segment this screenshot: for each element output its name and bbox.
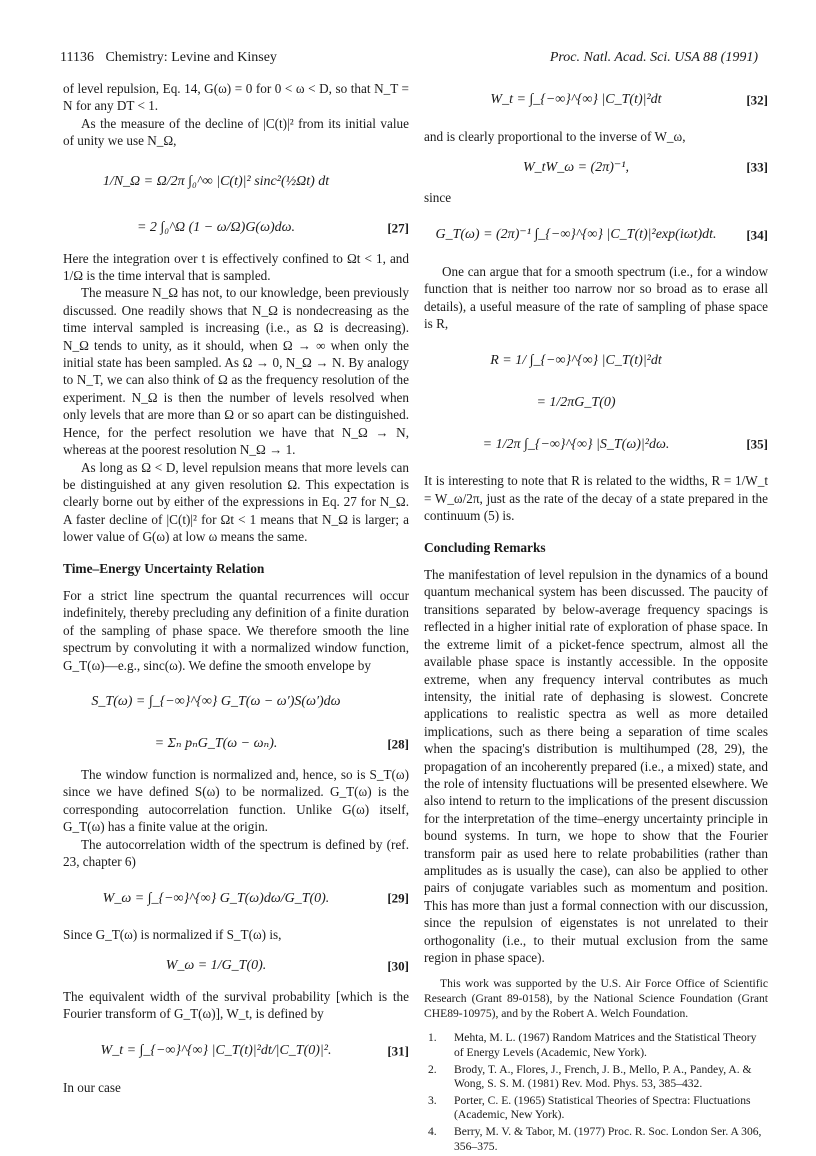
reference-number: 4. [428, 1124, 437, 1138]
equation-35 [424, 340, 768, 380]
equation-27 [63, 158, 409, 206]
equation-line: G_T(ω) = (2π)⁻¹ ∫_{−∞}^{∞} |C_T(t)|²exp(iωt)dt. [435, 227, 717, 243]
paragraph: Since G_T(ω) is normalized if S_T(ω) is, [63, 927, 282, 943]
paragraph: The manifestation of level repulsion in the dynamics of a bound quantum mechanical system has been discussed. The paucity of transitions separated by below-average frequency spacings is reflected in a higher initial rate of exploration of phase space. In the extreme limit of a picket-fence spectrum, almost all the available phase space is instantly accessible. In the opposite extreme, when any frequency interval contributes as much intensity, the initial rate of dephasing is slowest. Concrete applications to realistic spectra as well as more detailed implications, such as there being a separation of time scales when the spacing's distribution is multihumped (28, 29), the propagation of an incoherently prepared (i.e., a mixed) state, and the role of intensity fluctuations will be presented elsewhere. We also intend to return to the implications of the present discussion for the interpretation of the time–energy uncertainty principle in bound systems. In turn, we hope to show that the Fourier transform pair as used here to relate probabilities (rather than amplitudes as is usually the case), can also be applied to other pairs of conjugate variables such as momentum and position. This has more than just a formal connection with our discussion, since the repulsion of eigenstates is not unrelated to their orthogonality (i.e., to their mutual exclusion from the same region in phase space). [424, 567, 768, 965]
equation-33 [424, 153, 768, 181]
equation-32 [424, 80, 768, 120]
equation-29 [63, 878, 409, 918]
equation-number: [31] [387, 1042, 409, 1058]
reference-text: Mehta, M. L. (1967) Random Matrices and the Statistical Theory of Energy Levels (Academic, New York). [454, 1031, 757, 1059]
equation-line: W_ω = 1/G_T(0). [165, 958, 267, 974]
running-title: Chemistry: Levine and Kinsey [105, 50, 277, 65]
equation-27-continued [63, 214, 409, 242]
journal-citation: Proc. Natl. Acad. Sci. USA 88 (1991) [549, 50, 758, 65]
equation-line: = 1/2πG_T(0) [536, 394, 616, 410]
paragraph: and is clearly proportional to the inverse of W_ω, [424, 129, 686, 144]
reference-text: Porter, C. E. (1965) Statistical Theories of Spectra: Fluctuations (Academic, New York). [454, 1093, 751, 1122]
equation-line: 1/N_Ω = Ω/2π ∫₀^∞ |C(t)|² sinc²(½Ωt) dt [102, 173, 330, 189]
reference-item [424, 1031, 768, 1060]
page-number: 11136 [60, 50, 94, 65]
equation-number: [29] [387, 890, 409, 906]
equation-number: [32] [746, 92, 768, 108]
page-header [60, 50, 758, 70]
equation-34 [424, 215, 768, 255]
section-heading: Concluding Remarks [424, 539, 546, 555]
equation-28 [63, 682, 409, 722]
paragraph: One can argue that for a smooth spectrum (i.e., for a window function that is neither too narrow nor so broad as to erase all details), a useful measure of the rate of sampling of phase space is R, [424, 263, 768, 332]
acknowledgments: This work was supported by the U.S. Air Force Office of Scientific Research (Grant 89-0158), by the National Science Foundation (Grant CHE89-10975), and by the Robert A. Welch Foundation. [424, 977, 768, 1021]
equation-line: = 2 ∫₀^Ω (1 − ω/Ω)G(ω)dω. [136, 219, 296, 235]
paragraph: As the measure of the decline of |C(t)|² from its initial value of unity we use N_Ω, [63, 115, 409, 149]
reference-item [424, 1125, 768, 1154]
equation-line: W_t = ∫_{−∞}^{∞} |C_T(t)|²dt/|C_T(0)|². [100, 1042, 332, 1058]
header-left [60, 50, 277, 66]
equation-number: [34] [746, 227, 768, 243]
equation-line: = Σₙ pₙG_T(ω − ωₙ). [154, 736, 278, 752]
equation-line: W_ω = ∫_{−∞}^{∞} G_T(ω)dω/G_T(0). [102, 890, 330, 906]
paragraph: The measure N_Ω has not, to our knowledge, been previously discussed. One readily shows that N_Ω is nondecreasing as the time interval sampled is increasing (i.e., as Ω is decreasing). N_Ω tends to unity, as it should, when Ω → ∞ when only the initial state has been sampled. As Ω → 0, N_Ω → N. By analogy to N_T, we can also think of Ω as the frequency resolution of the experiment. N_Ω is then the number of levels resolved when only levels that are more than Ω or so apart can be distinguished. Hence, for the perfect resolution we have that N_Ω → N, whereas at the poorest resolution N_Ω → 1. [63, 285, 409, 458]
paragraph: The autocorrelation width of the spectrum is defined by (ref. 23, chapter 6) [63, 836, 409, 869]
paragraph: In our case [63, 1079, 121, 1095]
equation-30 [63, 952, 409, 980]
reference-number: 3. [428, 1093, 437, 1107]
equation-number: [30] [387, 958, 409, 974]
reference-text: Brody, T. A., Flores, J., French, J. B., Mello, P. A., Pandey, A. & Wong, S. S. M. (1981) Rev. Mod. Phys. 53, 385–432. [454, 1062, 752, 1091]
paragraph: since [424, 190, 452, 206]
right-column [424, 80, 768, 1156]
paragraph: The window function is normalized and, hence, so is S_T(ω) since we have defined S(ω) to be normalized. G_T(ω) is the corresponding autocorrelation function. Unlike G(ω) itself, G_T(ω) has a finite value at the origin. [63, 766, 409, 835]
equation-number: [28] [387, 736, 409, 752]
equation-line: R = 1/ ∫_{−∞}^{∞} |C_T(t)|²dt [490, 352, 662, 368]
reference-number: 2. [428, 1062, 437, 1076]
reference-text: Berry, M. V. & Tabor, M. (1977) Proc. R. Soc. London Ser. A 306, 356–375. [454, 1124, 762, 1153]
equation-number: [27] [387, 219, 409, 235]
paragraph: For a strict line spectrum the quantal recurrences will occur indefinitely, thereby precluding any definition of a finite duration of the sampling of phase space. We therefore smooth the line spectrum by convoluting it with a normalized window function, G_T(ω)—e.g., sinc(ω). We define the smooth envelope by [63, 587, 409, 673]
equation-35-line2 [424, 388, 768, 416]
section-heading: Time–Energy Uncertainty Relation [63, 560, 265, 576]
equation-number: [33] [746, 159, 768, 175]
equation-35-line3 [424, 424, 768, 464]
equation-line: S_T(ω) = ∫_{−∞}^{∞} G_T(ω − ω′)S(ω′)dω [91, 694, 341, 710]
paragraph: It is interesting to note that R is related to the widths, R = 1/W_t = W_ω/2π, just as the rate of the decay of a state prepared in the continuum (5) is. [424, 473, 768, 524]
equation-31 [63, 1031, 409, 1071]
paragraph: As long as Ω < D, level repulsion means that more levels can be distinguished at any given resolution Ω. This expectation is clearly borne out by either of the expressions in Eq. 27 for N_Ω. A faster decline of |C(t)|² for Ωt < 1 means that N_Ω is larger; a lower value of G(ω) at low ω means the same. [63, 459, 409, 545]
paragraph: The equivalent width of the survival probability [which is the Fourier transform of G_T(ω)], W_t, is defined by [63, 988, 409, 1022]
reference-number: 1. [428, 1031, 437, 1045]
equation-28-continued [63, 730, 409, 758]
reference-item [424, 1094, 768, 1123]
left-column [63, 80, 409, 1096]
equation-line: W_t = ∫_{−∞}^{∞} |C_T(t)|²dt [490, 92, 662, 108]
reference-list [424, 1031, 768, 1154]
equation-line: = 1/2π ∫_{−∞}^{∞} |S_T(ω)|²dω. [482, 436, 670, 452]
reference-item [424, 1063, 768, 1092]
paragraph: Here the integration over t is effectively confined to Ωt < 1, and 1/Ω is the time interval that is sampled. [63, 250, 409, 284]
equation-line: W_tW_ω = (2π)⁻¹, [523, 159, 629, 175]
paragraph: of level repulsion, Eq. 14, G(ω) = 0 for 0 < ω < D, so that N_T = N for any DT < 1. [63, 81, 409, 114]
equation-number: [35] [746, 436, 768, 452]
